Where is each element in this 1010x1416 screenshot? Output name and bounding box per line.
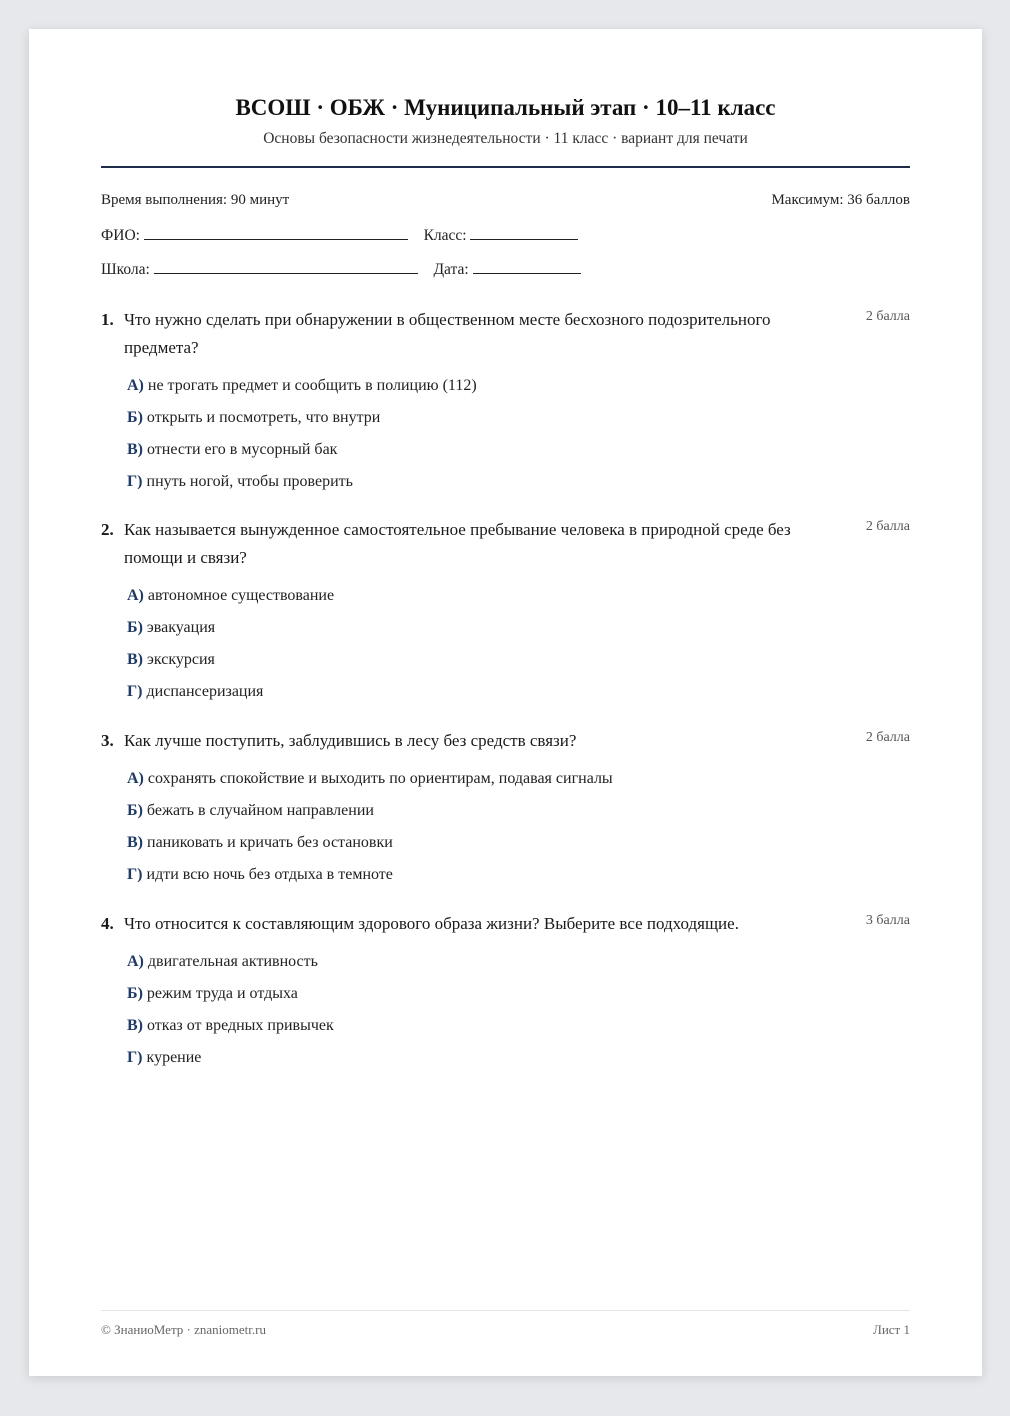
option-b[interactable] [101, 402, 910, 434]
option-letter: Г) [127, 683, 143, 700]
question-2 [101, 516, 910, 708]
date-label: Дата: [433, 261, 469, 278]
class-label: Класс: [423, 227, 467, 244]
option-letter: В) [127, 441, 143, 458]
option-a[interactable] [101, 946, 910, 978]
option-b[interactable] [101, 795, 910, 827]
option-d[interactable] [101, 859, 910, 891]
option-letter: А) [127, 770, 144, 787]
question-text: Что нужно сделать при обнаружении в общественном месте бесхозного подозрительного предмета? [124, 310, 771, 357]
time-limit: Время выполнения: 90 минут [101, 192, 290, 208]
option-text: эвакуация [146, 619, 216, 636]
fio-class-row [101, 225, 578, 245]
fio-field[interactable] [144, 225, 408, 240]
question-points: 2 балла [865, 309, 910, 324]
question-number: 2. [101, 520, 114, 539]
page-subtitle: Основы безопасности жизнедеятельности · 11 класс · вариант для печати [263, 130, 748, 147]
page-title: ВСОШ · ОБЖ · Муниципальный этап · 10–11 класс [235, 95, 776, 120]
option-d[interactable] [101, 676, 910, 708]
option-c[interactable] [101, 827, 910, 859]
question-number: 3. [101, 731, 114, 750]
option-letter: А) [127, 587, 144, 604]
option-a[interactable] [101, 763, 910, 795]
option-text: курение [146, 1049, 202, 1066]
option-letter: Б) [127, 985, 143, 1002]
footer-divider [101, 1310, 910, 1311]
question-text: Что относится к составляющим здорового образа жизни? Выберите все подходящие. [124, 914, 739, 933]
option-text: отнести его в мусорный бак [147, 441, 338, 458]
option-c[interactable] [101, 644, 910, 676]
option-text: открыть и посмотреть, что внутри [146, 409, 381, 426]
page-sheet [29, 29, 982, 1376]
option-letter: Б) [127, 409, 143, 426]
option-c[interactable] [101, 434, 910, 466]
question-4 [101, 910, 910, 1074]
fio-label: ФИО: [101, 227, 140, 244]
options-list [101, 946, 910, 1074]
option-a[interactable] [101, 580, 910, 612]
option-text: сохранять спокойствие и выходить по ориентирам, подавая сигналы [147, 770, 613, 787]
options-list [101, 763, 910, 891]
option-text: паниковать и кричать без остановки [147, 834, 393, 851]
footer-page-number: Лист 1 [873, 1322, 910, 1337]
option-letter: В) [127, 1017, 143, 1034]
question-1 [101, 306, 910, 498]
question-header [101, 910, 910, 938]
option-b[interactable] [101, 978, 910, 1010]
option-letter: А) [127, 953, 144, 970]
question-3 [101, 727, 910, 891]
option-letter: Г) [127, 473, 143, 490]
question-header [101, 727, 910, 755]
option-letter: В) [127, 834, 143, 851]
question-points: 2 балла [865, 730, 910, 745]
footer-copyright: © ЗнаниоМетр · znaniometr.ru [101, 1322, 266, 1337]
question-header [101, 516, 910, 572]
option-d[interactable] [101, 466, 910, 498]
option-text: диспансеризация [146, 683, 264, 700]
option-text: автономное существование [147, 587, 335, 604]
option-a[interactable] [101, 370, 910, 402]
option-text: пнуть ногой, чтобы проверить [146, 473, 353, 490]
option-text: режим труда и отдыха [146, 985, 298, 1002]
header-divider [101, 166, 910, 168]
option-b[interactable] [101, 612, 910, 644]
question-points: 2 балла [865, 519, 910, 534]
class-field[interactable] [470, 225, 578, 240]
option-text: двигательная активность [147, 953, 318, 970]
option-letter: Г) [127, 1049, 143, 1066]
option-c[interactable] [101, 1010, 910, 1042]
option-d[interactable] [101, 1042, 910, 1074]
question-text: Как называется вынужденное самостоятельное пребывание человека в природной среде без помощи и связи? [124, 520, 791, 567]
meta-row [101, 192, 910, 209]
question-points: 3 балла [865, 913, 910, 928]
option-text: бежать в случайном направлении [146, 802, 374, 819]
options-list [101, 580, 910, 708]
question-number: 4. [101, 914, 114, 933]
option-letter: А) [127, 377, 144, 394]
options-list [101, 370, 910, 498]
school-field[interactable] [154, 259, 418, 274]
school-label: Школа: [101, 261, 150, 278]
date-field[interactable] [473, 259, 581, 274]
school-date-row [101, 259, 581, 279]
option-letter: В) [127, 651, 143, 668]
option-text: идти всю ночь без отдыха в темноте [146, 866, 393, 883]
question-number: 1. [101, 310, 114, 329]
page-content [101, 29, 910, 1376]
max-score: Максимум: 36 баллов [771, 192, 910, 208]
option-letter: Б) [127, 802, 143, 819]
option-letter: Б) [127, 619, 143, 636]
option-text: не трогать предмет и сообщить в полицию (112) [147, 377, 477, 394]
option-text: экскурсия [147, 651, 215, 668]
option-text: отказ от вредных привычек [147, 1017, 334, 1034]
question-text: Как лучше поступить, заблудившись в лесу без средств связи? [124, 731, 577, 750]
option-letter: Г) [127, 866, 143, 883]
question-header [101, 306, 910, 362]
